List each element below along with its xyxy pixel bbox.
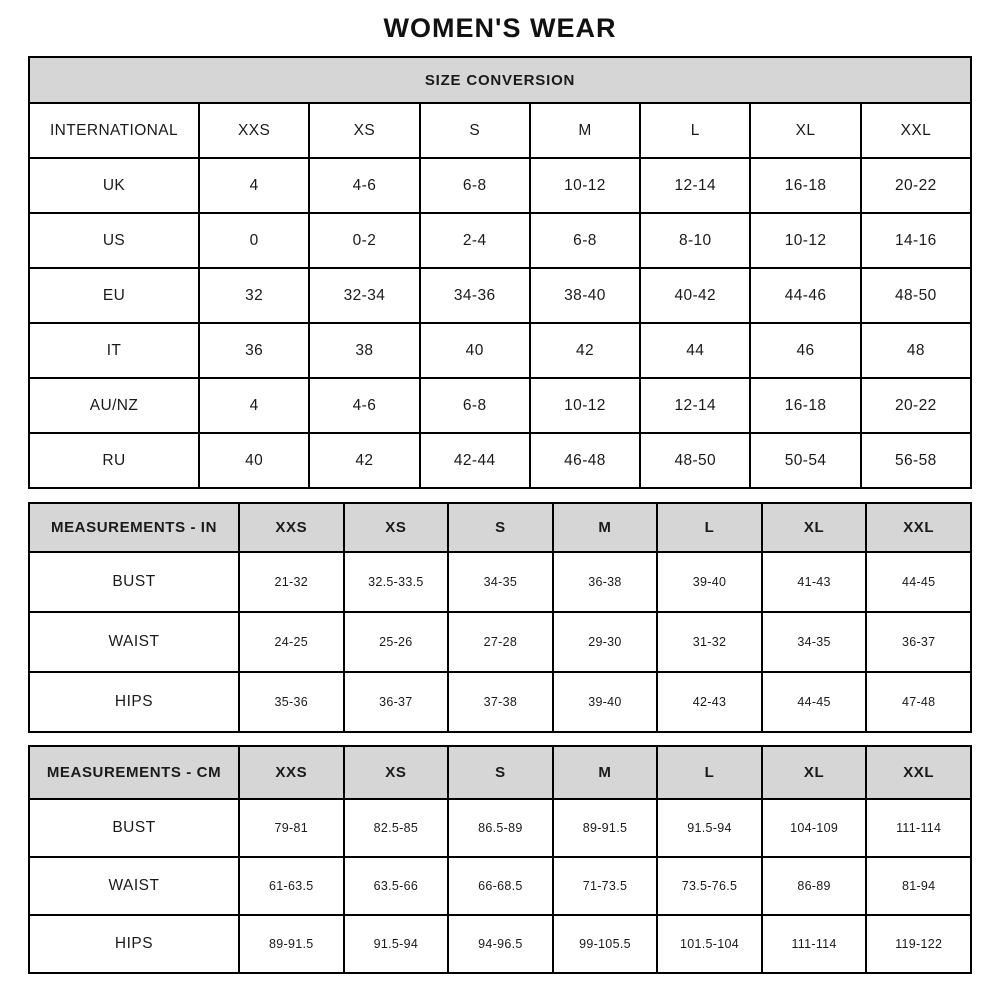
value-cell: 20-22: [861, 158, 971, 213]
size-conversion-table: [28, 56, 972, 489]
measurements-in-table: [28, 502, 972, 733]
value-cell: 4-6: [309, 378, 419, 433]
value-cell: 12-14: [640, 378, 750, 433]
value-cell: 101.5-104: [657, 915, 762, 973]
row-label: RU: [29, 433, 199, 488]
value-cell: 6-8: [420, 158, 530, 213]
col-header-l: L: [657, 746, 762, 799]
value-cell: 32-34: [309, 268, 419, 323]
table-row-aunz: [29, 378, 971, 433]
value-cell: 35-36: [239, 672, 344, 732]
table-row-bust-cm: [29, 799, 971, 857]
value-cell: 24-25: [239, 612, 344, 672]
value-cell: 61-63.5: [239, 857, 344, 915]
row-label: US: [29, 213, 199, 268]
value-cell: 71-73.5: [553, 857, 658, 915]
value-cell: 36-38: [553, 552, 658, 612]
value-cell: 31-32: [657, 612, 762, 672]
value-cell: 39-40: [657, 552, 762, 612]
value-cell: 10-12: [750, 213, 860, 268]
value-cell: 14-16: [861, 213, 971, 268]
value-cell: 16-18: [750, 378, 860, 433]
value-cell: 10-12: [530, 158, 640, 213]
value-cell: 6-8: [420, 378, 530, 433]
col-header-s: S: [420, 103, 530, 158]
col-header-xs: XS: [344, 746, 449, 799]
measurements-cm-title: MEASUREMENTS - CM: [29, 746, 239, 799]
value-cell: 37-38: [448, 672, 553, 732]
value-cell: 32: [199, 268, 309, 323]
value-cell: 44-45: [866, 552, 971, 612]
value-cell: 40: [420, 323, 530, 378]
value-cell: 8-10: [640, 213, 750, 268]
row-label: IT: [29, 323, 199, 378]
value-cell: 21-32: [239, 552, 344, 612]
value-cell: 89-91.5: [239, 915, 344, 973]
col-header-xxl: XXL: [866, 746, 971, 799]
row-label: AU/NZ: [29, 378, 199, 433]
value-cell: 66-68.5: [448, 857, 553, 915]
measurements-cm-table: [28, 745, 972, 974]
table-row-hips-cm: [29, 915, 971, 973]
table-row-uk: [29, 158, 971, 213]
value-cell: 111-114: [866, 799, 971, 857]
value-cell: 27-28: [448, 612, 553, 672]
value-cell: 79-81: [239, 799, 344, 857]
value-cell: 44: [640, 323, 750, 378]
value-cell: 16-18: [750, 158, 860, 213]
value-cell: 46: [750, 323, 860, 378]
value-cell: 42-44: [420, 433, 530, 488]
value-cell: 119-122: [866, 915, 971, 973]
table-row-bust-in: [29, 552, 971, 612]
value-cell: 4: [199, 378, 309, 433]
value-cell: 29-30: [553, 612, 658, 672]
value-cell: 38: [309, 323, 419, 378]
table-row-waist-in: [29, 612, 971, 672]
value-cell: 47-48: [866, 672, 971, 732]
value-cell: 41-43: [762, 552, 867, 612]
size-conversion-banner-row: [29, 57, 971, 103]
value-cell: 36: [199, 323, 309, 378]
row-label: HIPS: [29, 915, 239, 973]
value-cell: 40: [199, 433, 309, 488]
row-label: BUST: [29, 799, 239, 857]
value-cell: 32.5-33.5: [344, 552, 449, 612]
col-header-l: L: [640, 103, 750, 158]
value-cell: 48-50: [861, 268, 971, 323]
table-row-waist-cm: [29, 857, 971, 915]
col-header-xxs: XXS: [239, 503, 344, 552]
col-header-s: S: [448, 503, 553, 552]
value-cell: 104-109: [762, 799, 867, 857]
measurements-cm-header-row: [29, 746, 971, 799]
value-cell: 91.5-94: [657, 799, 762, 857]
value-cell: 44-46: [750, 268, 860, 323]
col-header-xxs: XXS: [199, 103, 309, 158]
value-cell: 73.5-76.5: [657, 857, 762, 915]
value-cell: 81-94: [866, 857, 971, 915]
page-title: WOMEN'S WEAR: [383, 13, 617, 43]
col-header-xs: XS: [309, 103, 419, 158]
row-label: EU: [29, 268, 199, 323]
size-conversion-header-row: [29, 103, 971, 158]
col-header-l: L: [657, 503, 762, 552]
value-cell: 2-4: [420, 213, 530, 268]
measurements-in-header-row: [29, 503, 971, 552]
col-header-xl: XL: [762, 746, 867, 799]
row-label: HIPS: [29, 672, 239, 732]
value-cell: 46-48: [530, 433, 640, 488]
table-row-ru: [29, 433, 971, 488]
row-label: BUST: [29, 552, 239, 612]
value-cell: 38-40: [530, 268, 640, 323]
table-row-hips-in: [29, 672, 971, 732]
row-label: UK: [29, 158, 199, 213]
col-header-s: S: [448, 746, 553, 799]
table-row-it: [29, 323, 971, 378]
value-cell: 86.5-89: [448, 799, 553, 857]
value-cell: 42-43: [657, 672, 762, 732]
value-cell: 48-50: [640, 433, 750, 488]
value-cell: 50-54: [750, 433, 860, 488]
value-cell: 63.5-66: [344, 857, 449, 915]
col-header-xxl: XXL: [866, 503, 971, 552]
size-conversion-banner: SIZE CONVERSION: [29, 57, 971, 103]
value-cell: 91.5-94: [344, 915, 449, 973]
row-label: WAIST: [29, 612, 239, 672]
value-cell: 0-2: [309, 213, 419, 268]
value-cell: 10-12: [530, 378, 640, 433]
value-cell: 25-26: [344, 612, 449, 672]
value-cell: 48: [861, 323, 971, 378]
value-cell: 99-105.5: [553, 915, 658, 973]
col-header-xxl: XXL: [861, 103, 971, 158]
col-header-m: M: [553, 746, 658, 799]
value-cell: 44-45: [762, 672, 867, 732]
value-cell: 34-35: [762, 612, 867, 672]
value-cell: 0: [199, 213, 309, 268]
col-header-xs: XS: [344, 503, 449, 552]
value-cell: 12-14: [640, 158, 750, 213]
col-header-xl: XL: [750, 103, 860, 158]
value-cell: 42: [309, 433, 419, 488]
value-cell: 4: [199, 158, 309, 213]
row-label: WAIST: [29, 857, 239, 915]
value-cell: 86-89: [762, 857, 867, 915]
table-row-eu: [29, 268, 971, 323]
value-cell: 39-40: [553, 672, 658, 732]
value-cell: 36-37: [344, 672, 449, 732]
value-cell: 20-22: [861, 378, 971, 433]
col-header-international: INTERNATIONAL: [29, 103, 199, 158]
value-cell: 34-36: [420, 268, 530, 323]
value-cell: 34-35: [448, 552, 553, 612]
col-header-xxs: XXS: [239, 746, 344, 799]
col-header-m: M: [553, 503, 658, 552]
col-header-xl: XL: [762, 503, 867, 552]
value-cell: 111-114: [762, 915, 867, 973]
col-header-m: M: [530, 103, 640, 158]
measurements-in-title: MEASUREMENTS - IN: [29, 503, 239, 552]
value-cell: 4-6: [309, 158, 419, 213]
value-cell: 36-37: [866, 612, 971, 672]
value-cell: 56-58: [861, 433, 971, 488]
value-cell: 6-8: [530, 213, 640, 268]
table-row-us: [29, 213, 971, 268]
value-cell: 94-96.5: [448, 915, 553, 973]
value-cell: 40-42: [640, 268, 750, 323]
value-cell: 82.5-85: [344, 799, 449, 857]
value-cell: 42: [530, 323, 640, 378]
value-cell: 89-91.5: [553, 799, 658, 857]
